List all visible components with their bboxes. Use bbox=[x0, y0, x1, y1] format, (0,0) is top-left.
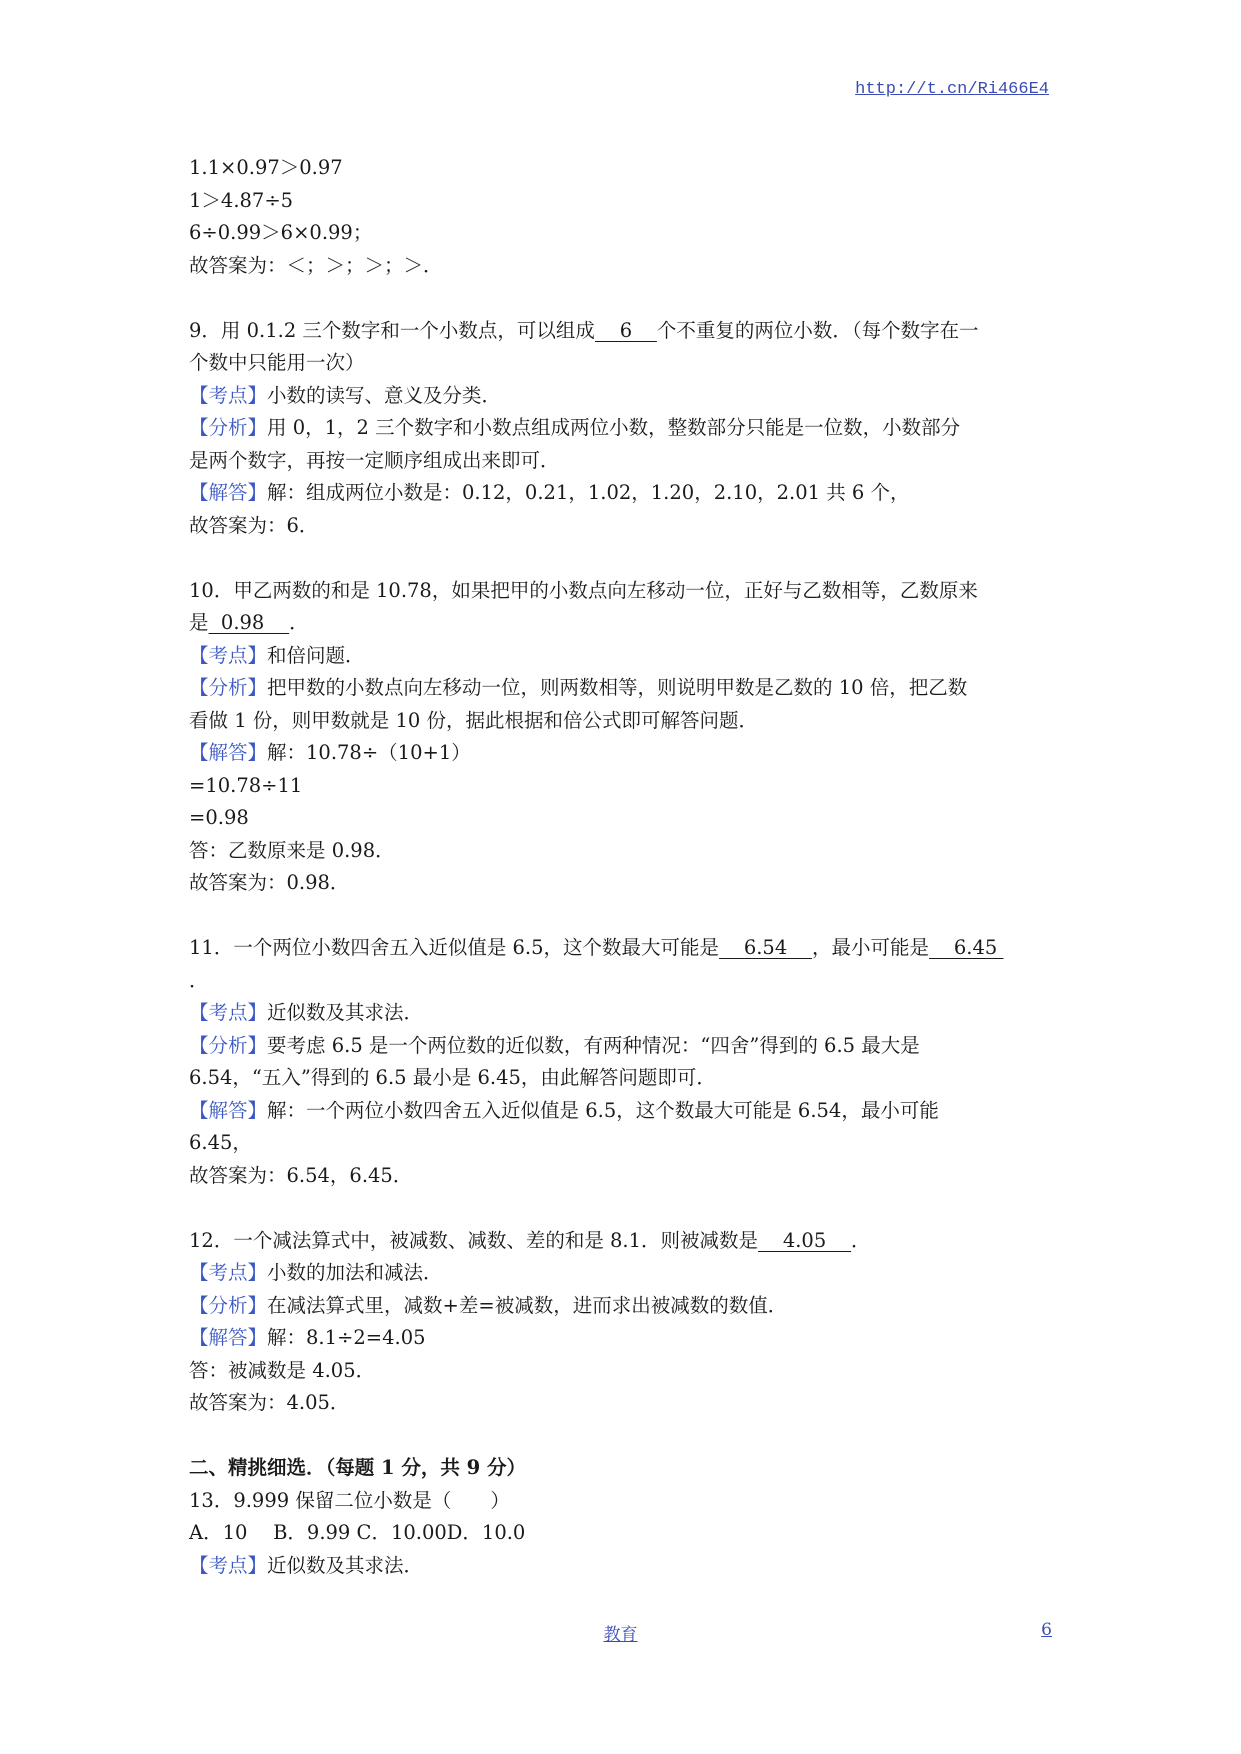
fenxi-tag: 【分析】 bbox=[189, 416, 268, 439]
page-content bbox=[189, 152, 1059, 1582]
q10-answer: 故答案为：0.98． bbox=[189, 871, 350, 894]
q11-fenxi-cont: 6.54，“五入”得到的 6.5 最小是 6.45，由此解答问题即可． bbox=[189, 1066, 716, 1089]
q12-answer: 故答案为：4.05． bbox=[189, 1391, 350, 1414]
q10-fenxi: 【分析】把甲数的小数点向左移动一位，则两数相等，则说明甲数是乙数的 10 倍，把乙数 bbox=[189, 676, 968, 699]
q9-blank: 6 bbox=[594, 318, 657, 342]
q12-kaodian: 【考点】小数的加法和减法． bbox=[189, 1261, 443, 1284]
q10-kaodian: 【考点】和倍问题． bbox=[189, 643, 365, 667]
q10-step-3: =0.98 bbox=[189, 806, 249, 829]
kaodian-tag: 【考点】 bbox=[189, 383, 268, 407]
q10-reply: 答：乙数原来是 0.98． bbox=[189, 838, 395, 862]
page-number: 6 bbox=[1041, 1620, 1052, 1640]
prev-answer: 故答案为：＜；＞；＞；＞． bbox=[189, 253, 443, 277]
footer-link[interactable]: 教育 bbox=[603, 1625, 638, 1645]
q13-stem: 13．9.999 保留二位小数是（ ） bbox=[189, 1488, 510, 1512]
q13-kaodian: 【考点】近似数及其求法． bbox=[189, 1553, 424, 1577]
q12-fenxi: 【分析】在减法算式里，减数+差=被减数，进而求出被减数的数值． bbox=[189, 1293, 788, 1317]
q11-answer: 故答案为：6.54，6.45． bbox=[189, 1163, 413, 1187]
fenxi-tag: 【分析】 bbox=[189, 1033, 268, 1057]
header-link[interactable]: http://t.cn/Ri466E4 bbox=[855, 80, 1049, 99]
prev-line-3: 6÷0.99＞6×0.99； bbox=[189, 221, 373, 244]
q12-reply: 答：被减数是 4.05． bbox=[189, 1358, 376, 1382]
section-2-title: 二、精挑细选．（每题 1 分，共 9 分） bbox=[189, 1456, 527, 1479]
jieda-tag: 【解答】 bbox=[189, 741, 268, 764]
q10-stem: 10．甲乙两数的和是 10.78，如果把甲的小数点向左移动一位，正好与乙数相等，乙数原来 bbox=[189, 578, 978, 602]
kaodian-tag: 【考点】 bbox=[189, 1261, 268, 1284]
q9-answer: 故答案为：6． bbox=[189, 513, 319, 537]
q10-step-2: =10.78÷11 bbox=[189, 773, 303, 797]
jieda-tag: 【解答】 bbox=[189, 1098, 268, 1122]
q9-stem-cont: 个数中只能用一次） bbox=[189, 351, 365, 374]
q11-jieda-cont: 6.45， bbox=[189, 1131, 252, 1154]
q11-blank-max: 6.54 bbox=[719, 936, 813, 959]
q11-kaodian: 【考点】近似数及其求法． bbox=[189, 1001, 424, 1024]
q10-stem-cont: 是 0.98 ． bbox=[189, 611, 309, 634]
q10-fenxi-cont: 看做 1 份，则甲数就是 10 份，据此根据和倍公式即可解答问题． bbox=[189, 708, 759, 732]
q11-jieda: 【解答】解：一个两位小数四舍五入近似值是 6.5，这个数最大可能是 6.54，最小可能 bbox=[189, 1098, 939, 1122]
prev-line-2: 1＞4.87÷5 bbox=[189, 188, 294, 212]
q11-stem: 11．一个两位小数四舍五入近似值是 6.5，这个数最大可能是 6.54 ，最小可能是 6.45 bbox=[189, 936, 1004, 959]
kaodian-tag: 【考点】 bbox=[189, 1553, 268, 1577]
q10-blank: 0.98 bbox=[208, 611, 290, 634]
q10-jieda: 【解答】解：10.78÷（10+1） bbox=[189, 741, 471, 764]
q9-fenxi: 【分析】用 0，1，2 三个数字和小数点组成两位小数，整数部分只能是一位数，小数部分 bbox=[189, 416, 961, 439]
q13-options: A．10 B．9.99 C．10.00D．10.0 bbox=[189, 1521, 526, 1544]
q12-blank: 4.05 bbox=[758, 1228, 852, 1252]
q9-jieda: 【解答】解：组成两位小数是：0.12，0.21，1.02，1.20，2.10，2.01 共 6 个， bbox=[189, 481, 910, 504]
q12-stem: 12．一个减法算式中，被减数、减数、差的和是 8.1．则被减数是 4.05 ． bbox=[189, 1228, 871, 1252]
fenxi-tag: 【分析】 bbox=[189, 676, 268, 699]
q12-jieda: 【解答】解：8.1÷2=4.05 bbox=[189, 1326, 426, 1349]
jieda-tag: 【解答】 bbox=[189, 481, 268, 504]
q9-fenxi-cont: 是两个数字，再按一定顺序组成出来即可． bbox=[189, 448, 560, 472]
prev-line-1: 1.1×0.97＞0.97 bbox=[189, 156, 343, 179]
q11-stem-cont: ． bbox=[189, 968, 209, 992]
kaodian-tag: 【考点】 bbox=[189, 1001, 268, 1024]
q9-kaodian: 【考点】小数的读写、意义及分类． bbox=[189, 383, 502, 407]
q11-fenxi: 【分析】要考虑 6.5 是一个两位数的近似数，有两种情况：“四舍”得到的 6.5 最大是 bbox=[189, 1033, 920, 1057]
fenxi-tag: 【分析】 bbox=[189, 1293, 268, 1317]
kaodian-tag: 【考点】 bbox=[189, 643, 268, 667]
jieda-tag: 【解答】 bbox=[189, 1326, 268, 1349]
q9-stem: 9．用 0.1.2 三个数字和一个小数点，可以组成 6 个不重复的两位小数．（每个数字在一 bbox=[189, 318, 979, 342]
q11-blank-min: 6.45 bbox=[929, 936, 1004, 959]
